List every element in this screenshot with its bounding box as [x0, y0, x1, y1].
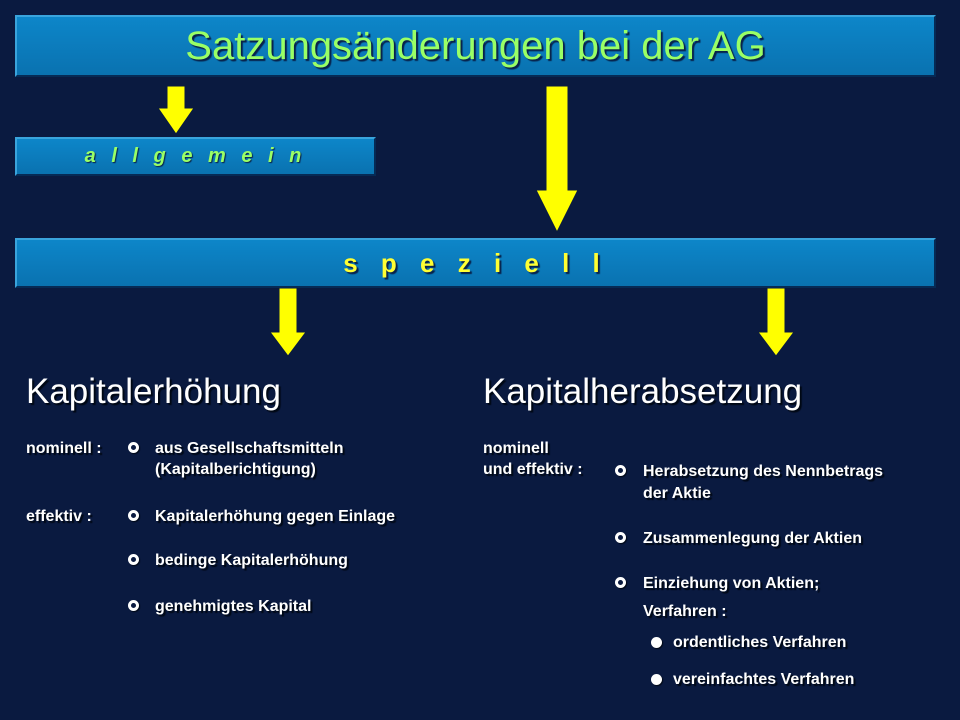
general-label: a l l g e m e i n — [84, 145, 307, 167]
list-item: ordentliches Verfahren — [673, 634, 847, 651]
list-item: aus Gesellschaftsmitteln — [155, 440, 344, 457]
arrow-down-icon — [758, 288, 794, 358]
list-item: vereinfachtes Verfahren — [673, 671, 855, 688]
title-banner — [15, 15, 936, 77]
bullet-icon — [128, 438, 139, 458]
capital-reduction-heading: Kapitalherabsetzung — [483, 372, 803, 411]
page-title: Satzungsänderungen bei der AG — [185, 24, 766, 68]
bullet-icon — [128, 550, 139, 570]
capital-increase-heading: Kapitalerhöhung — [26, 372, 281, 411]
arrow-down-icon — [536, 86, 578, 234]
list-item: Kapitalerhöhung gegen Einlage — [155, 508, 396, 525]
effective-label: und effektiv : — [483, 461, 583, 478]
list-item: Herabsetzung des Nennbetrags — [643, 463, 884, 480]
list-item: Zusammenlegung der Aktien — [643, 530, 862, 547]
bullet-icon — [128, 596, 139, 616]
dot-icon — [651, 674, 662, 685]
list-item: (Kapitalberichtigung) — [155, 461, 316, 478]
bullet-icon — [615, 573, 626, 593]
bullet-icon — [615, 461, 626, 481]
general-banner — [15, 137, 376, 176]
nominal-label: nominell : — [26, 440, 102, 457]
dot-icon — [651, 637, 662, 648]
bullet-icon — [615, 528, 626, 548]
list-item: Einziehung von Aktien; — [643, 575, 820, 592]
list-item: genehmigtes Kapital — [155, 598, 312, 615]
list-item: bedinge Kapitalerhöhung — [155, 552, 348, 569]
arrow-down-icon — [158, 86, 194, 136]
nominal-label: nominell — [483, 440, 549, 457]
arrow-down-icon — [270, 288, 306, 358]
procedure-label: Verfahren : — [643, 603, 727, 620]
list-item: der Aktie — [643, 485, 711, 502]
bullet-icon — [128, 506, 139, 526]
special-label: s p e z i e l l — [343, 248, 608, 278]
effective-label: effektiv : — [26, 508, 92, 525]
special-banner — [15, 238, 936, 288]
